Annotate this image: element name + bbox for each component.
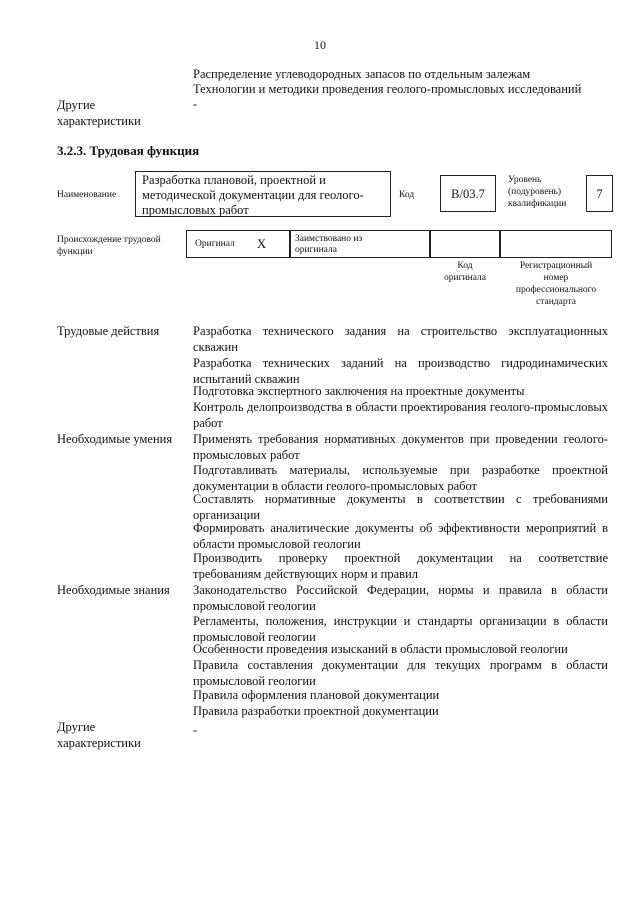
other-characteristics-value: - <box>193 723 198 737</box>
name-label: Наименование <box>57 190 117 200</box>
page-number: 10 <box>314 38 326 52</box>
origin-code-cell <box>430 230 500 258</box>
qualification-level-label: Уровень (подуровень) квалификации <box>508 175 567 209</box>
labor-action-item: Контроль делопроизводства в области проектирования геолого-промысловых работ <box>193 400 608 430</box>
section-heading: 3.2.3. Трудовая функция <box>57 143 200 158</box>
original-label: Оригинал <box>195 239 235 249</box>
labor-action-item: Подготовка экспертного заключения на проектные документы <box>193 384 525 398</box>
other-characteristics-value-previous: - <box>193 97 198 111</box>
skill-item: Составлять нормативные документы в соответствии с требованиями организации <box>193 492 608 522</box>
origin-borrowed-cell: Заимствовано из оригинала <box>290 230 430 258</box>
knowledge-label: Необходимые знания <box>57 583 170 597</box>
origin-reg-number-cell <box>500 230 612 258</box>
labor-action-item: Разработка технического задания на строительство эксплуатационных скважин <box>193 324 608 354</box>
original-mark: X <box>256 236 267 251</box>
knowledge-item: Особенности проведения изысканий в области промысловой геологии <box>193 642 568 656</box>
skill-item: Формировать аналитические документы об эффективности мероприятий в области промысловой геологии <box>193 521 608 551</box>
origin-label: Происхождение трудовой функции <box>57 235 161 257</box>
skill-item: Применять требования нормативных документов при проведении геолого-промысловых работ <box>193 432 608 462</box>
knowledge-item: Законодательство Российской Федерации, нормы и правила в области промысловой геологии <box>193 583 608 613</box>
knowledge-item: Регламенты, положения, инструкции и стандарты организации в области промысловой геологии <box>193 614 608 644</box>
origin-table <box>186 230 612 258</box>
skill-item: Производить проверку проектной документации на соответствие требованиям действующих норм и правил <box>193 551 608 581</box>
other-characteristics-label-previous: Другие характеристики <box>57 98 141 128</box>
labor-actions-label: Трудовые действия <box>57 324 160 338</box>
knowledge-item: Правила разработки проектной документации <box>193 704 439 718</box>
reg-number-caption: Регистрационный номер профессионального стандарта <box>515 261 597 307</box>
origin-original-cell <box>186 230 290 258</box>
knowledge-item: Правила составления документации для текущих программ в области промысловой геологии <box>193 658 608 688</box>
knowledge-item-continued-1: Распределение углеводородных запасов по отдельным залежам <box>193 67 531 81</box>
function-code-box: B/03.7 <box>440 175 496 212</box>
code-label: Код <box>399 190 415 200</box>
origin-code-caption: Код оригинала <box>444 261 486 283</box>
knowledge-item-continued-2: Технологии и методики проведения геолого-промысловых исследований <box>193 82 582 96</box>
knowledge-item: Правила оформления плановой документации <box>193 688 440 702</box>
qualification-level-box: 7 <box>586 175 613 212</box>
skills-label: Необходимые умения <box>57 432 173 446</box>
labor-action-item: Разработка технических заданий на производство гидродинамических испытаний скважин <box>193 356 608 386</box>
other-characteristics-label: Другие характеристики <box>57 720 141 750</box>
skill-item: Подготавливать материалы, используемые при разработке проектной документации в области геолого-промысловых работ <box>193 463 608 493</box>
function-name-box: Разработка плановой, проектной и методической документации для геолого-промысловых работ <box>135 171 391 217</box>
